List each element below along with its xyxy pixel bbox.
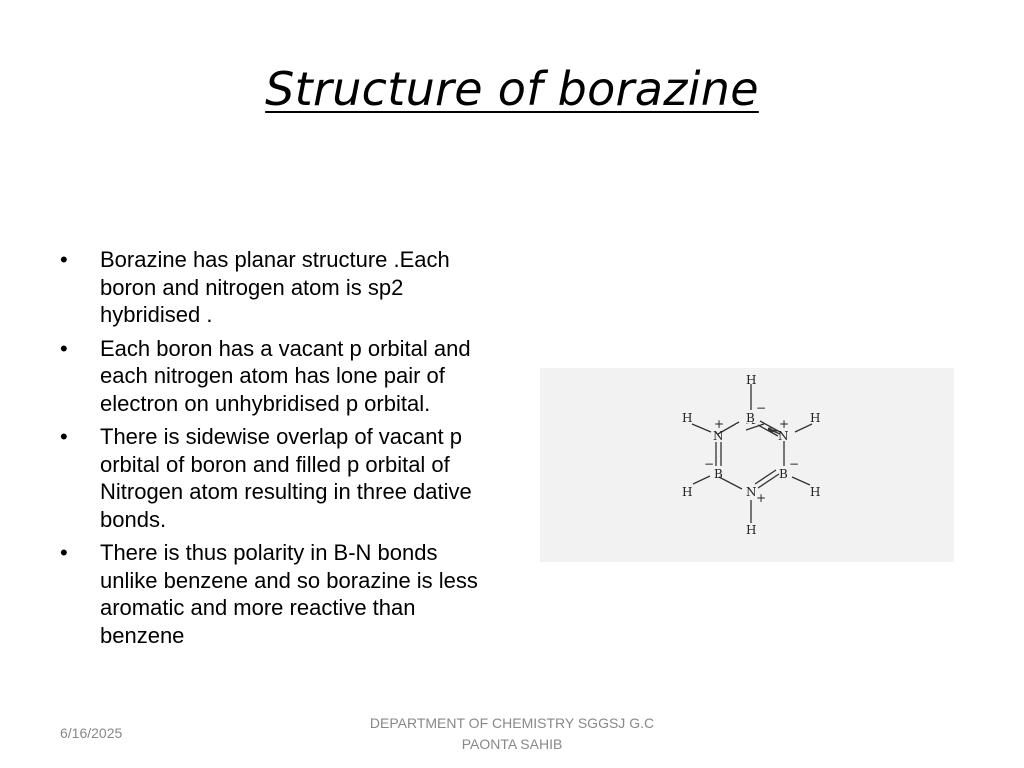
atom-h-bottom: H	[746, 523, 757, 537]
atom-h-lower-right: H	[810, 485, 821, 499]
bullet-item	[60, 539, 500, 649]
atom-h-upper-right: H	[810, 411, 821, 425]
slide-title: Structure of borazine	[265, 62, 759, 116]
charge-minus-b-lower-left: −	[704, 457, 715, 471]
charge-minus-b-lower-right: −	[789, 457, 800, 471]
bullet-dot: •	[60, 424, 68, 449]
bullet-text: There is thus polarity in B-N bonds unlike benzene and so borazine is less aromatic and more reactive than benzene	[100, 540, 478, 648]
footer-department-line1: DEPARTMENT OF CHEMISTRY SGGSJ G.C	[369, 715, 655, 731]
bullet-item	[60, 246, 500, 329]
atom-b-lower-right: B	[779, 467, 788, 481]
bullet-item	[60, 423, 500, 533]
atom-b-lower-left: B	[714, 467, 723, 481]
borazine-structure-figure	[540, 368, 954, 562]
charge-minus-b-top: −	[756, 401, 767, 415]
bullet-list	[60, 246, 500, 655]
atom-n-upper-right: N	[778, 429, 789, 443]
footer-date: 6/16/2025	[60, 725, 123, 741]
atom-b-top: B	[746, 411, 755, 425]
charge-plus-n-upper-right: +	[779, 417, 790, 431]
bullet-dot: •	[60, 540, 68, 565]
borazine-structure-diagram	[540, 368, 954, 562]
charge-plus-n-upper-left: +	[714, 417, 725, 431]
bullet-text: There is sidewise overlap of vacant p orbital of boron and filled p orbital of Nitrogen atom resulting in three dative bonds.	[100, 424, 472, 532]
bullet-text: Borazine has planar structure .Each boron and nitrogen atom is sp2 hybridised .	[100, 247, 450, 327]
bullet-dot: •	[60, 335, 68, 361]
footer-department	[362, 713, 662, 755]
footer-department-line2: PAONTA SAHIB	[461, 736, 563, 752]
atom-h-top: H	[746, 373, 757, 387]
bullet-dot: •	[60, 247, 68, 272]
atom-n-bottom: N	[746, 485, 757, 499]
atom-h-upper-left: H	[682, 411, 693, 425]
atom-n-upper-left: N	[713, 429, 724, 443]
bullet-item	[60, 335, 500, 418]
bullet-text: Each boron has a vacant p orbital and each nitrogen atom has lone pair of electron on unhybridised p orbital.	[100, 335, 471, 416]
charge-plus-n-bottom: +	[756, 491, 767, 505]
atom-h-lower-left: H	[682, 485, 693, 499]
